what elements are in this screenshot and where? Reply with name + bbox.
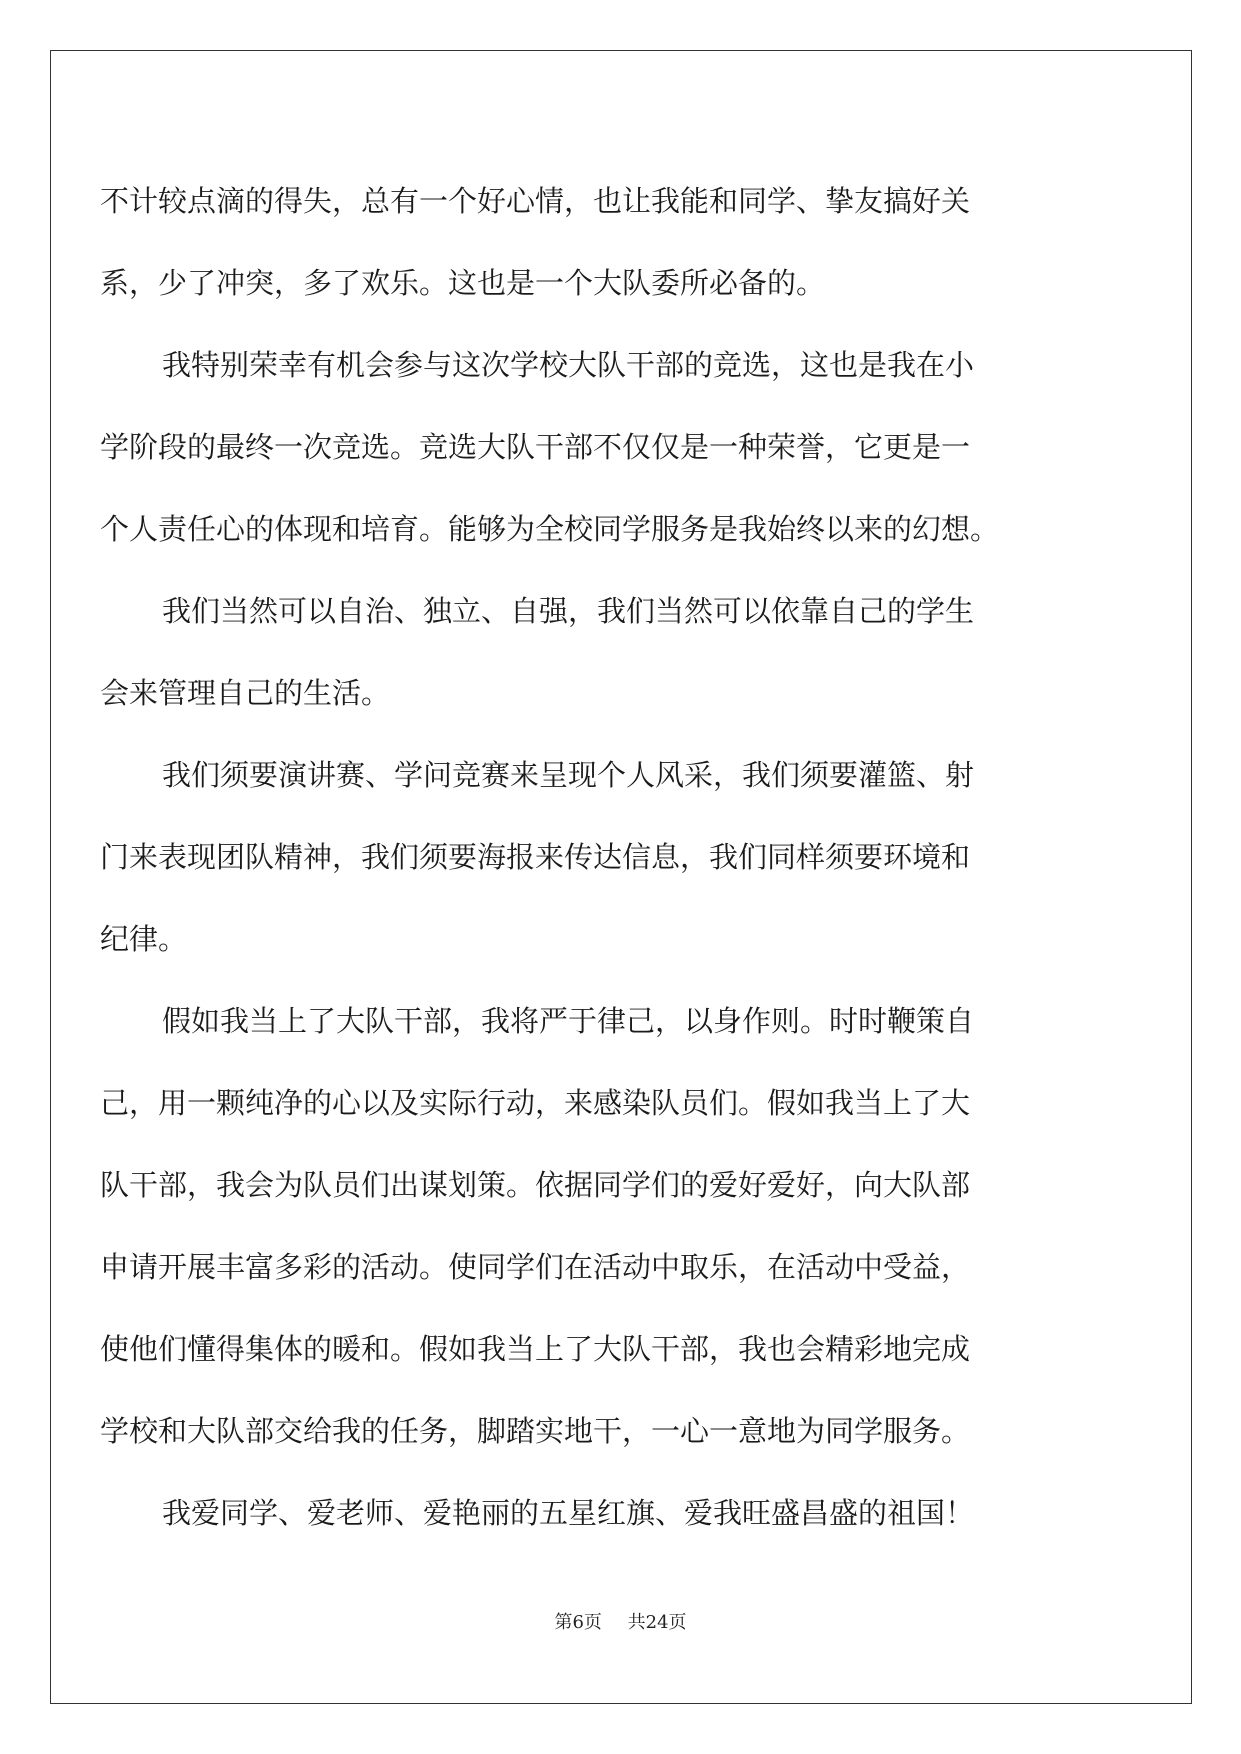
text-line-14: 申请开展丰富多彩的活动。使同学们在活动中取乐，在活动中受益，	[100, 1250, 971, 1284]
text-line-8: 我们须要演讲赛、学问竞赛来呈现个人风采，我们须要灌篮、射	[162, 758, 975, 792]
document-body	[100, 160, 1150, 1554]
text-line-2: 系，少了冲突，多了欢乐。这也是一个大队委所必备的。	[100, 266, 826, 300]
text-line-11: 假如我当上了大队干部，我将严于律己，以身作则。时时鞭策自	[162, 1004, 975, 1038]
text-line-6: 我们当然可以自治、独立、自强，我们当然可以依靠自己的学生	[162, 594, 975, 628]
text-line-15: 使他们懂得集体的暖和。假如我当上了大队干部，我也会精彩地完成	[100, 1332, 971, 1366]
text-line-4: 学阶段的最终一次竞选。竞选大队干部不仅仅是一种荣誉，它更是一	[100, 430, 971, 464]
text-line-5: 个人责任心的体现和培育。能够为全校同学服务是我始终以来的幻想。	[100, 512, 1000, 546]
text-line-9: 门来表现团队精神，我们须要海报来传达信息，我们同样须要环境和	[100, 840, 971, 874]
page-number-total: 共24页	[627, 1612, 687, 1633]
text-line-17: 我爱同学、爱老师、爱艳丽的五星红旗、爱我旺盛昌盛的祖国！	[162, 1496, 975, 1530]
text-line-13: 队干部，我会为队员们出谋划策。依据同学们的爱好爱好，向大队部	[100, 1168, 971, 1202]
text-line-10: 纪律。	[100, 922, 188, 956]
page-number-current: 第6页	[554, 1612, 602, 1633]
text-line-7: 会来管理自己的生活。	[100, 676, 391, 710]
page-footer	[0, 1608, 1241, 1634]
text-line-1: 不计较点滴的得失，总有一个好心情，也让我能和同学、挚友搞好关	[100, 184, 971, 218]
text-line-3: 我特别荣幸有机会参与这次学校大队干部的竞选，这也是我在小	[162, 348, 975, 382]
text-line-12: 己，用一颗纯净的心以及实际行动，来感染队员们。假如我当上了大	[100, 1086, 971, 1120]
text-line-16: 学校和大队部交给我的任务，脚踏实地干，一心一意地为同学服务。	[100, 1414, 971, 1448]
